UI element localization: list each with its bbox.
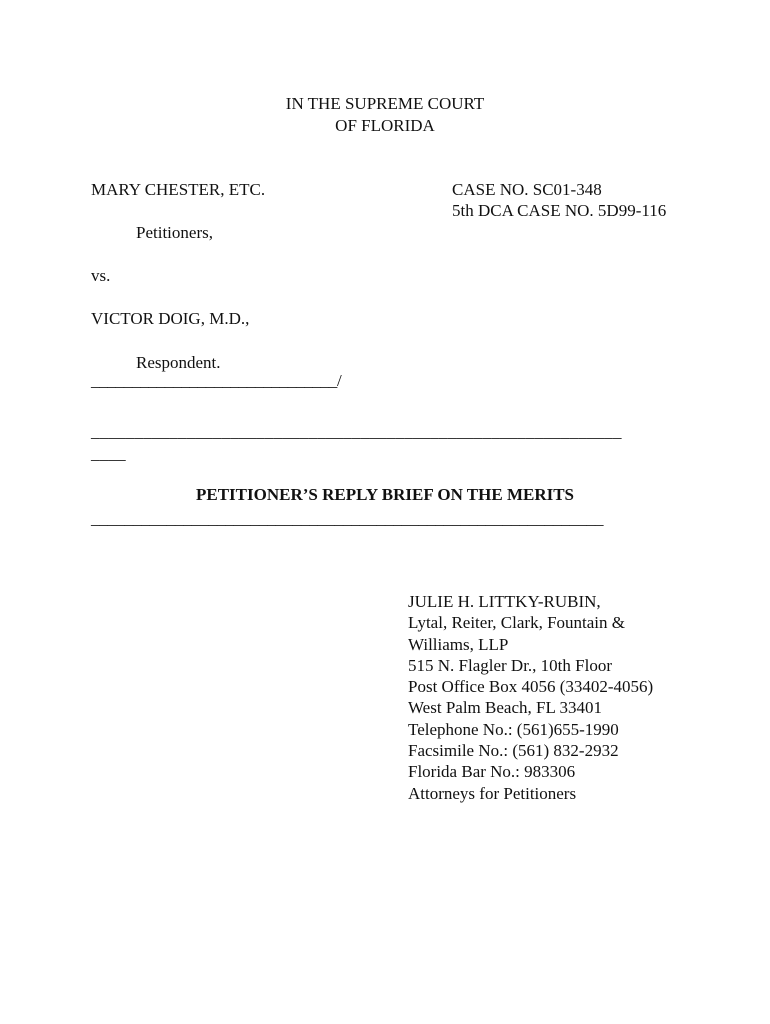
attorney-bar-number: Florida Bar No.: 983306: [408, 762, 576, 782]
petitioner-role: Petitioners,: [136, 223, 213, 242]
court-name-line2: OF FLORIDA: [335, 116, 435, 135]
attorney-telephone: Telephone No.: (561)655-1990: [408, 719, 619, 739]
attorney-street-address: 515 N. Flagler Dr., 10th Floor: [408, 655, 612, 675]
petitioner-name: MARY CHESTER, ETC.: [91, 180, 266, 199]
caption-rule: ______________________________/: [91, 371, 342, 390]
separator-rule-bottom: _____________________________________________________________: [91, 509, 604, 528]
case-number: CASE NO. SC01-348: [452, 180, 602, 199]
attorney-po-box: Post Office Box 4056 (33402-4056): [408, 677, 654, 697]
dca-case-number: 5th DCA CASE NO. 5D99-116: [452, 201, 667, 220]
attorney-block: [408, 591, 653, 804]
attorney-city-state-zip: West Palm Beach, FL 33401: [408, 698, 602, 718]
attorney-facsimile: Facsimile No.: (561) 832-2932: [408, 741, 619, 761]
court-name-line1: IN THE SUPREME COURT: [285, 94, 485, 113]
attorney-firm-line2: Williams, LLP: [408, 634, 509, 654]
attorney-name: JULIE H. LITTKY-RUBIN,: [408, 592, 601, 611]
attorney-firm-line1: Lytal, Reiter, Clark, Fountain &: [408, 613, 625, 633]
versus-label: vs.: [91, 266, 111, 285]
attorney-role: Attorneys for Petitioners: [408, 783, 577, 803]
respondent-name: VICTOR DOIG, M.D.,: [91, 309, 250, 328]
document-title: PETITIONER’S REPLY BRIEF ON THE MERITS: [195, 485, 575, 504]
separator-rule-top: _____________________________________________________________: [91, 422, 622, 441]
separator-rule-top-continuation: ____: [91, 444, 126, 463]
respondent-role: Respondent.: [136, 353, 221, 372]
